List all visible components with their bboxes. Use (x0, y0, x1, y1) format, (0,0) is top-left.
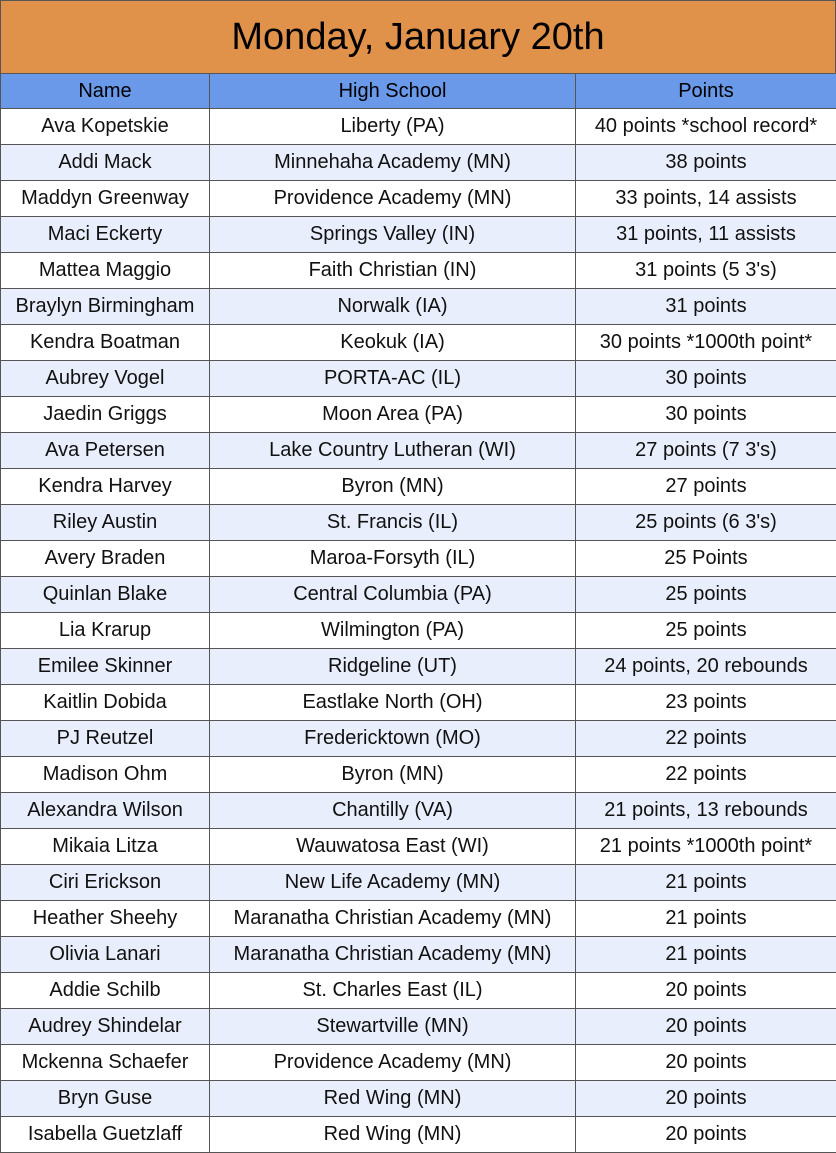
player-name-cell: Isabella Guetzlaff (1, 1117, 210, 1153)
points-cell: 25 points (6 3's) (576, 505, 836, 541)
points-cell: 31 points (576, 289, 836, 325)
points-cell: 25 points (576, 577, 836, 613)
player-name-cell: Kaitlin Dobida (1, 685, 210, 721)
school-cell: Maroa-Forsyth (IL) (210, 541, 576, 577)
points-cell: 31 points (5 3's) (576, 253, 836, 289)
points-cell: 24 points, 20 rebounds (576, 649, 836, 685)
table-row (1, 901, 836, 937)
header-row (1, 74, 836, 109)
player-name-cell: Olivia Lanari (1, 937, 210, 973)
player-name-cell: Addie Schilb (1, 973, 210, 1009)
school-cell: Stewartville (MN) (210, 1009, 576, 1045)
table-row (1, 973, 836, 1009)
player-name-cell: Audrey Shindelar (1, 1009, 210, 1045)
table-row (1, 793, 836, 829)
page-title: Monday, January 20th (0, 0, 836, 74)
school-cell: Liberty (PA) (210, 109, 576, 145)
points-cell: 20 points (576, 1009, 836, 1045)
school-cell: St. Francis (IL) (210, 505, 576, 541)
school-cell: PORTA-AC (IL) (210, 361, 576, 397)
player-name-cell: Alexandra Wilson (1, 793, 210, 829)
table-row (1, 1045, 836, 1081)
player-name-cell: Maci Eckerty (1, 217, 210, 253)
player-name-cell: Ava Petersen (1, 433, 210, 469)
table-row (1, 505, 836, 541)
scoring-table (0, 73, 836, 1153)
school-cell: Providence Academy (MN) (210, 181, 576, 217)
player-name-cell: Ciri Erickson (1, 865, 210, 901)
points-cell: 31 points, 11 assists (576, 217, 836, 253)
table-row (1, 145, 836, 181)
school-cell: Byron (MN) (210, 469, 576, 505)
school-cell: St. Charles East (IL) (210, 973, 576, 1009)
player-name-cell: Mckenna Schaefer (1, 1045, 210, 1081)
table-row (1, 181, 836, 217)
header-name: Name (1, 74, 210, 109)
points-cell: 30 points (576, 361, 836, 397)
table-row (1, 541, 836, 577)
player-name-cell: Lia Krarup (1, 613, 210, 649)
table-row (1, 757, 836, 793)
table-row (1, 109, 836, 145)
points-cell: 33 points, 14 assists (576, 181, 836, 217)
table-row (1, 325, 836, 361)
points-cell: 25 points (576, 613, 836, 649)
points-cell: 21 points *1000th point* (576, 829, 836, 865)
school-cell: Wauwatosa East (WI) (210, 829, 576, 865)
points-cell: 27 points (7 3's) (576, 433, 836, 469)
table-row (1, 649, 836, 685)
table-row (1, 397, 836, 433)
player-name-cell: Addi Mack (1, 145, 210, 181)
points-cell: 27 points (576, 469, 836, 505)
player-name-cell: Madison Ohm (1, 757, 210, 793)
school-cell: Wilmington (PA) (210, 613, 576, 649)
school-cell: Providence Academy (MN) (210, 1045, 576, 1081)
player-name-cell: Aubrey Vogel (1, 361, 210, 397)
points-cell: 23 points (576, 685, 836, 721)
table-row (1, 685, 836, 721)
table-row (1, 1081, 836, 1117)
table-row (1, 577, 836, 613)
points-cell: 20 points (576, 1045, 836, 1081)
table-row (1, 469, 836, 505)
points-cell: 21 points (576, 901, 836, 937)
points-cell: 40 points *school record* (576, 109, 836, 145)
player-name-cell: Emilee Skinner (1, 649, 210, 685)
table-row (1, 253, 836, 289)
player-name-cell: Bryn Guse (1, 1081, 210, 1117)
points-cell: 38 points (576, 145, 836, 181)
school-cell: Maranatha Christian Academy (MN) (210, 901, 576, 937)
points-cell: 22 points (576, 757, 836, 793)
school-cell: Maranatha Christian Academy (MN) (210, 937, 576, 973)
table-row (1, 217, 836, 253)
school-cell: Central Columbia (PA) (210, 577, 576, 613)
school-cell: Fredericktown (MO) (210, 721, 576, 757)
points-cell: 22 points (576, 721, 836, 757)
table-row (1, 613, 836, 649)
table-row (1, 829, 836, 865)
header-points: Points (576, 74, 836, 109)
table-row (1, 1117, 836, 1153)
player-name-cell: Kendra Harvey (1, 469, 210, 505)
points-cell: 25 Points (576, 541, 836, 577)
points-cell: 21 points (576, 865, 836, 901)
player-name-cell: Avery Braden (1, 541, 210, 577)
table-row (1, 721, 836, 757)
table-row (1, 289, 836, 325)
player-name-cell: Mattea Maggio (1, 253, 210, 289)
school-cell: Ridgeline (UT) (210, 649, 576, 685)
school-cell: Lake Country Lutheran (WI) (210, 433, 576, 469)
table-row (1, 865, 836, 901)
school-cell: Moon Area (PA) (210, 397, 576, 433)
table-row (1, 433, 836, 469)
points-cell: 21 points (576, 937, 836, 973)
points-cell: 30 points *1000th point* (576, 325, 836, 361)
school-cell: Faith Christian (IN) (210, 253, 576, 289)
points-cell: 20 points (576, 973, 836, 1009)
school-cell: Eastlake North (OH) (210, 685, 576, 721)
table-row (1, 361, 836, 397)
player-name-cell: Jaedin Griggs (1, 397, 210, 433)
points-cell: 21 points, 13 rebounds (576, 793, 836, 829)
school-cell: Red Wing (MN) (210, 1081, 576, 1117)
school-cell: Byron (MN) (210, 757, 576, 793)
school-cell: New Life Academy (MN) (210, 865, 576, 901)
player-name-cell: Heather Sheehy (1, 901, 210, 937)
school-cell: Red Wing (MN) (210, 1117, 576, 1153)
header-school: High School (210, 74, 576, 109)
school-cell: Keokuk (IA) (210, 325, 576, 361)
table-row (1, 937, 836, 973)
school-cell: Chantilly (VA) (210, 793, 576, 829)
player-name-cell: Ava Kopetskie (1, 109, 210, 145)
table-row (1, 1009, 836, 1045)
points-cell: 20 points (576, 1081, 836, 1117)
player-name-cell: Quinlan Blake (1, 577, 210, 613)
player-name-cell: PJ Reutzel (1, 721, 210, 757)
player-name-cell: Kendra Boatman (1, 325, 210, 361)
player-name-cell: Maddyn Greenway (1, 181, 210, 217)
points-cell: 20 points (576, 1117, 836, 1153)
school-cell: Springs Valley (IN) (210, 217, 576, 253)
player-name-cell: Riley Austin (1, 505, 210, 541)
school-cell: Norwalk (IA) (210, 289, 576, 325)
points-cell: 30 points (576, 397, 836, 433)
school-cell: Minnehaha Academy (MN) (210, 145, 576, 181)
player-name-cell: Braylyn Birmingham (1, 289, 210, 325)
player-name-cell: Mikaia Litza (1, 829, 210, 865)
